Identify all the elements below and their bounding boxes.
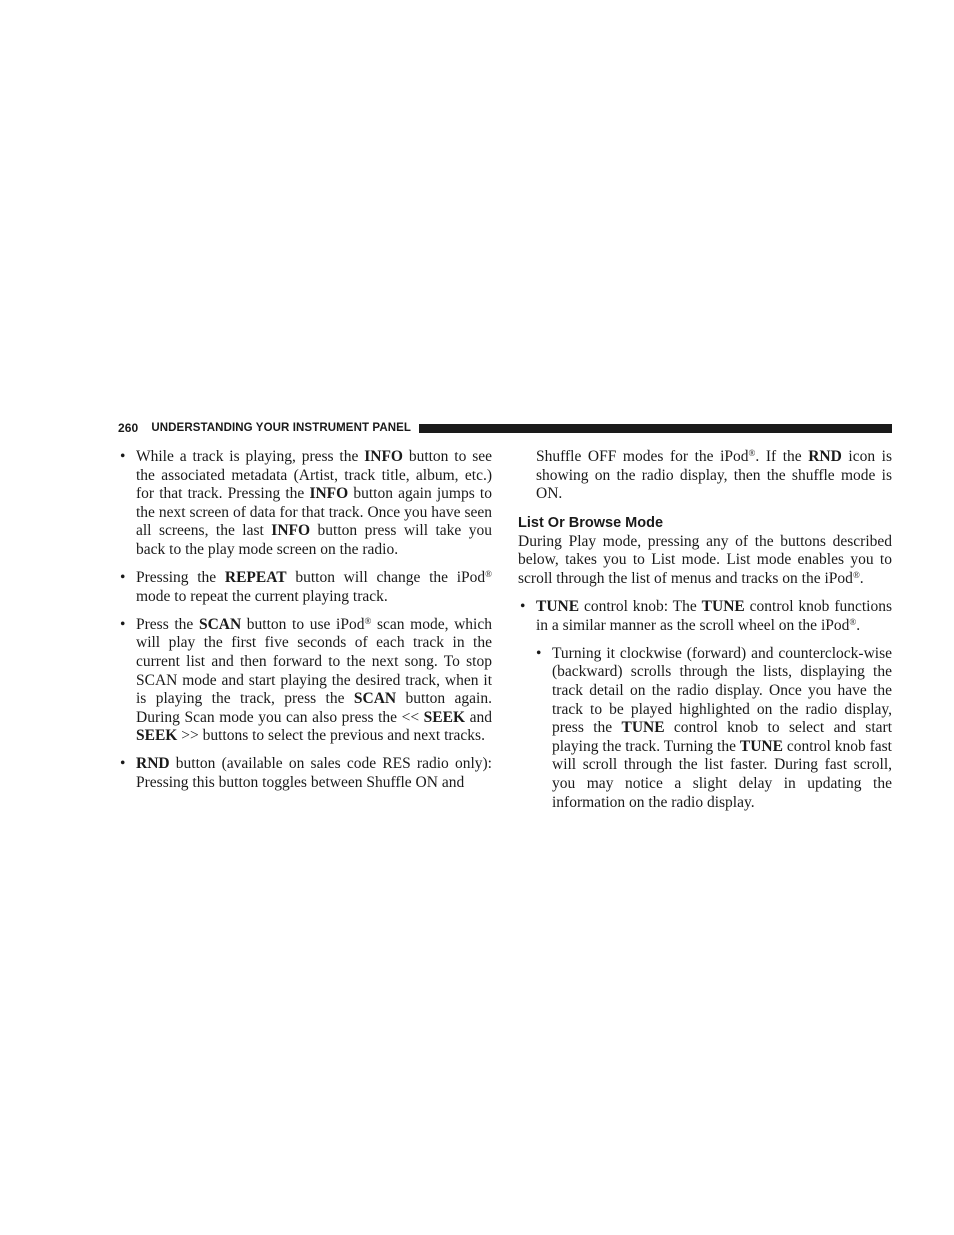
keyword-tune: TUNE bbox=[739, 737, 783, 755]
keyword-info: INFO bbox=[271, 522, 311, 540]
keyword-info: INFO bbox=[309, 485, 349, 503]
bullet-scan-button: • Press the SCAN button to use iPod® scan mode, which will play the first five seconds of each track in the current list and then forward to the next song. To stop SCAN mode and start playing the desired track, when it is playing the track, press the SCAN button again. During Scan mode you can also press the << SEEK and SEEK >> buttons to select the previous and next tracks. bbox=[120, 615, 492, 745]
bullet-rnd-continued: Shuffle OFF modes for the iPod®. If the RND icon is showing on the radio display, then the shuffle mode is ON. bbox=[536, 448, 892, 503]
page-number: 260 bbox=[118, 421, 139, 435]
section-heading: List Or Browse Mode bbox=[518, 514, 664, 531]
bullet-dot: • bbox=[120, 569, 126, 587]
registered-mark: ® bbox=[364, 615, 372, 626]
registered-mark: ® bbox=[849, 616, 857, 627]
left-column bbox=[118, 448, 492, 802]
bullet-dot: • bbox=[520, 598, 526, 616]
bullet-dot: • bbox=[536, 644, 542, 662]
bullet-tune-knob: • TUNE control knob: The TUNE control knob functions in a similar manner as the scroll wheel on the iPod®. bbox=[520, 598, 893, 634]
bullet-info-button: • While a track is playing, press the INFO button to see the associated metadata (Artist, track title, album, etc.) for that track. Pressing the INFO button again jumps to the next screen of data for that track. Once you have seen all screens, the last INFO button press will take you back to the play mode screen on the radio. bbox=[120, 448, 492, 558]
registered-mark: ® bbox=[852, 569, 860, 580]
bullet-dot: • bbox=[120, 755, 126, 773]
registered-mark: ® bbox=[485, 569, 492, 580]
sub-bullet-turning: • Turning it clockwise (forward) and counterclock-wise (backward) scrolls through the lists, displaying the track detail on the radio display. Once you have the track to be played highlighted on the radio display, press the TUNE control knob to select and start playing the track. Turning the TUNE control knob fast will scroll through the list faster. During fast scroll, you may notice a slight delay in updating the information on the radio display. bbox=[536, 644, 892, 811]
bullet-repeat-button: • Pressing the REPEAT button will change the iPod® mode to repeat the current playing track. bbox=[120, 569, 492, 605]
keyword-seek: SEEK bbox=[136, 727, 178, 745]
keyword-repeat: REPEAT bbox=[224, 569, 287, 587]
keyword-tune: TUNE bbox=[536, 598, 580, 616]
right-column bbox=[518, 448, 892, 812]
keyword-scan: SCAN bbox=[198, 615, 242, 633]
keyword-info: INFO bbox=[364, 448, 403, 465]
keyword-tune: TUNE bbox=[701, 598, 745, 616]
keyword-scan: SCAN bbox=[353, 690, 397, 708]
intro-paragraph: During Play mode, pressing any of the buttons described below, takes you to List mode. List mode enables you to scroll through the list of menus and tracks on the iPod®. bbox=[518, 532, 892, 587]
registered-mark: ® bbox=[748, 448, 756, 458]
keyword-rnd: RND bbox=[136, 755, 170, 773]
keyword-rnd: RND bbox=[808, 448, 842, 465]
keyword-seek: SEEK bbox=[423, 708, 466, 726]
bullet-dot: • bbox=[120, 615, 126, 633]
bullet-rnd-button: • RND button (available on sales code RES radio only): Pressing this button toggles between Shuffle ON and bbox=[120, 755, 492, 791]
section-title: UNDERSTANDING YOUR INSTRUMENT PANEL bbox=[151, 422, 412, 434]
keyword-tune: TUNE bbox=[621, 719, 665, 737]
page-header bbox=[118, 420, 892, 436]
header-rule bbox=[419, 424, 892, 433]
bullet-dot: • bbox=[120, 448, 126, 465]
